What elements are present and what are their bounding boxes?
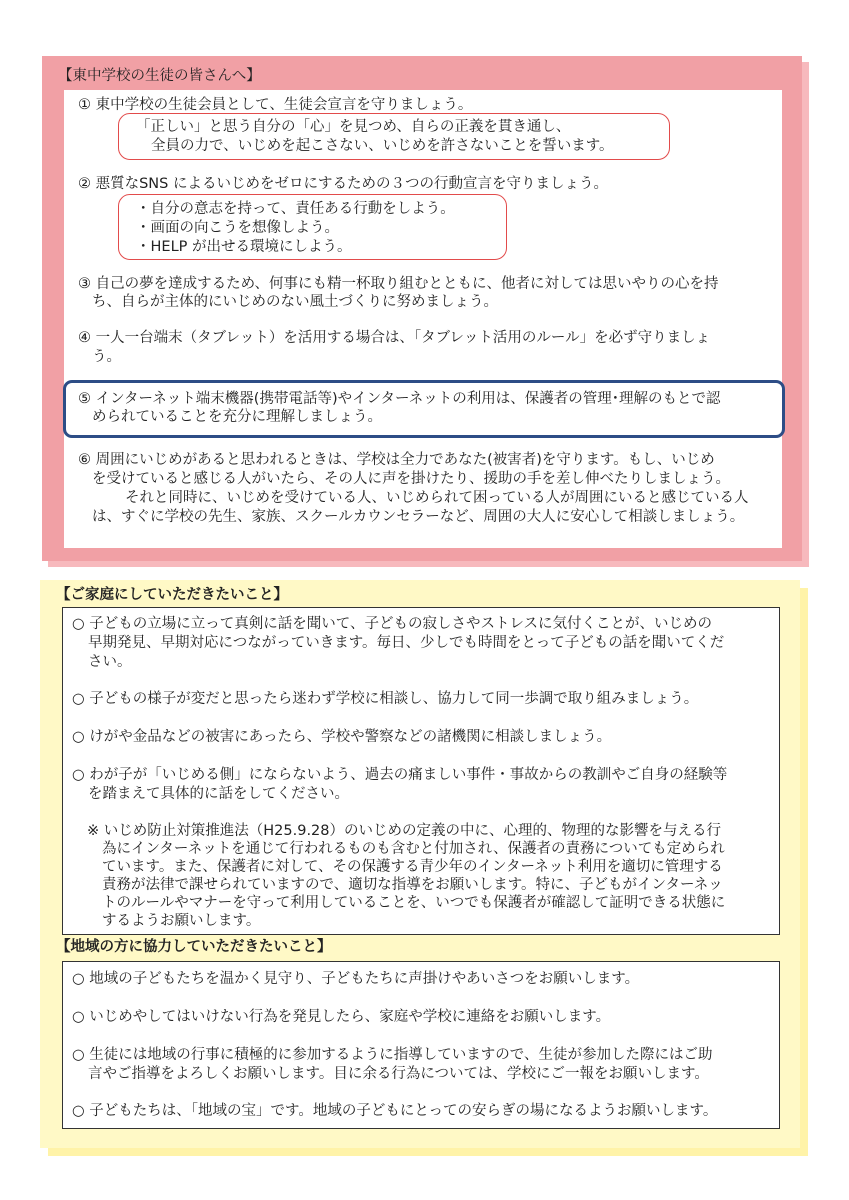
students-item-6-line-1: ⑥ 周囲にいじめがあると思われるときは、学校は全力であなた(被害者)を守ります。もし、いじめ (78, 452, 715, 468)
sns-declaration-line-1: ・自分の意志を持って、責任ある行動をしよう。 (136, 201, 455, 217)
home-item-4-line-1: ○ わが子が「いじめる側」にならないよう、過去の痛ましい事件・事故からの教訓やご自身の経験等 (72, 767, 728, 783)
home-note-line-4: 責務が法律で課せられていますので、適切な指導をお願いします。特に、子どもがインターネッ (102, 877, 723, 893)
home-item-4-line-2: を踏まえて具体的に話をしてください。 (88, 786, 349, 802)
students-item-6-line-2: を受けていると感じる人がいたら、その人に声を掛けたり、援助の手を差し伸べたりしましょう。 (92, 471, 730, 487)
community-item-2: ○ いじめやしてはいけない行為を発見したら、家庭や学校に連絡をお願いします。 (72, 1009, 611, 1025)
home-note-line-5: トのルールやマナーを守って利用していることを、いつでも保護者が確認して証明できる状態に (102, 895, 726, 911)
students-item-3-line-2: ち、自らが主体的にいじめのない風土づくりに努めましょう。 (92, 294, 498, 310)
home-item-3: ○ けがや金品などの被害にあったら、学校や警察などの諸機関に相談しましょう。 (72, 729, 612, 745)
home-note-line-3: ています。また、保護者に対して、その保護する青少年のインターネット利用を適切に管理する (102, 859, 723, 875)
community-item-1: ○ 地域の子どもたちを温かく見守り、子どもたちに声掛けやあいさつをお願いします。 (72, 971, 640, 987)
sns-declaration-line-2: ・画面の向こうを想像しよう。 (136, 220, 339, 236)
community-item-3-line-1: ○ 生徒には地域の行事に積極的に参加するように指導していますので、生徒が参加した際にはご助 (72, 1047, 713, 1063)
council-declaration-line-1: 「正しい」と思う自分の「心」を見つめ、自らの正義を貫き通し、 (136, 119, 571, 135)
community-item-3-line-2: 言やご指導をよろしくお願いします。目に余る行為については、学校にご一報をお願いします。 (88, 1066, 709, 1082)
home-item-1-line-3: さい。 (88, 654, 132, 670)
students-item-2: ② 悪質なSNS によるいじめをゼロにするための３つの行動宣言を守りましょう。 (78, 176, 608, 192)
students-item-4-line-1: ④ 一人一台端末（タブレット）を活用する場合は、「タブレット活用のルール」を必ず守りましょ (78, 330, 711, 346)
council-declaration-line-2: 全員の力で、いじめを起こさない、いじめを許さないことを誓います。 (151, 138, 614, 154)
home-item-1-line-2: 早期発見、早期対応につながっていきます。毎日、少しでも時間をとって子どもの話を聞いてくだ (88, 635, 725, 651)
home-note-line-1: ※ いじめ防止対策推進法（H25.9.28）のいじめの定義の中に、心理的、物理的な影響を与える行 (87, 823, 722, 839)
home-note-line-6: するようお願いします。 (102, 913, 261, 929)
home-item-1-line-1: ○ 子どもの立場に立って真剣に話を聞いて、子どもの寂しさやストレスに気付くことが、いじめの (72, 616, 713, 632)
students-item-4-line-2: う。 (92, 349, 121, 365)
students-item-3-line-1: ③ 自己の夢を達成するため、何事にも精一杯取り組むとともに、他者に対しては思いやりの心を持 (78, 276, 719, 292)
home-note-line-2: 為にインターネットを通じて行われるものも含むと付加され、保護者の責務についても定められ (102, 841, 725, 857)
students-heading: 【東中学校の生徒の皆さんへ】 (58, 68, 261, 84)
sns-declaration-line-3: ・HELP が出せる環境にしよう。 (136, 239, 352, 255)
students-item-6-line-3: それと同時に、いじめを受けている人、いじめられて困っている人が周囲にいると感じている人 (125, 490, 749, 506)
students-item-5-line-2: められていることを充分に理解しましょう。 (92, 409, 382, 425)
students-item-1: ① 東中学校の生徒会員として、生徒会宣言を守りましょう。 (78, 97, 473, 113)
students-item-5-line-1: ⑤ インターネット端末機器(携帯電話等)やインターネットの利用は、保護者の管理･理解のもとで認 (78, 391, 721, 407)
home-heading: 【ご家庭にしていただきたいこと】 (56, 587, 288, 603)
community-heading: 【地域の方に協力していただきたいこと】 (56, 939, 332, 955)
community-item-4: ○ 子どもたちは、「地域の宝」です。地域の子どもにとっての安らぎの場になるようお願いします。 (72, 1103, 718, 1119)
home-item-2: ○ 子どもの様子が変だと思ったら迷わず学校に相談し、協力して同一歩調で取り組みましょう。 (72, 691, 699, 707)
students-item-6-line-4: は、すぐに学校の先生、家族、スクールカウンセラーなど、周囲の大人に安心して相談しましょう。 (92, 509, 745, 525)
